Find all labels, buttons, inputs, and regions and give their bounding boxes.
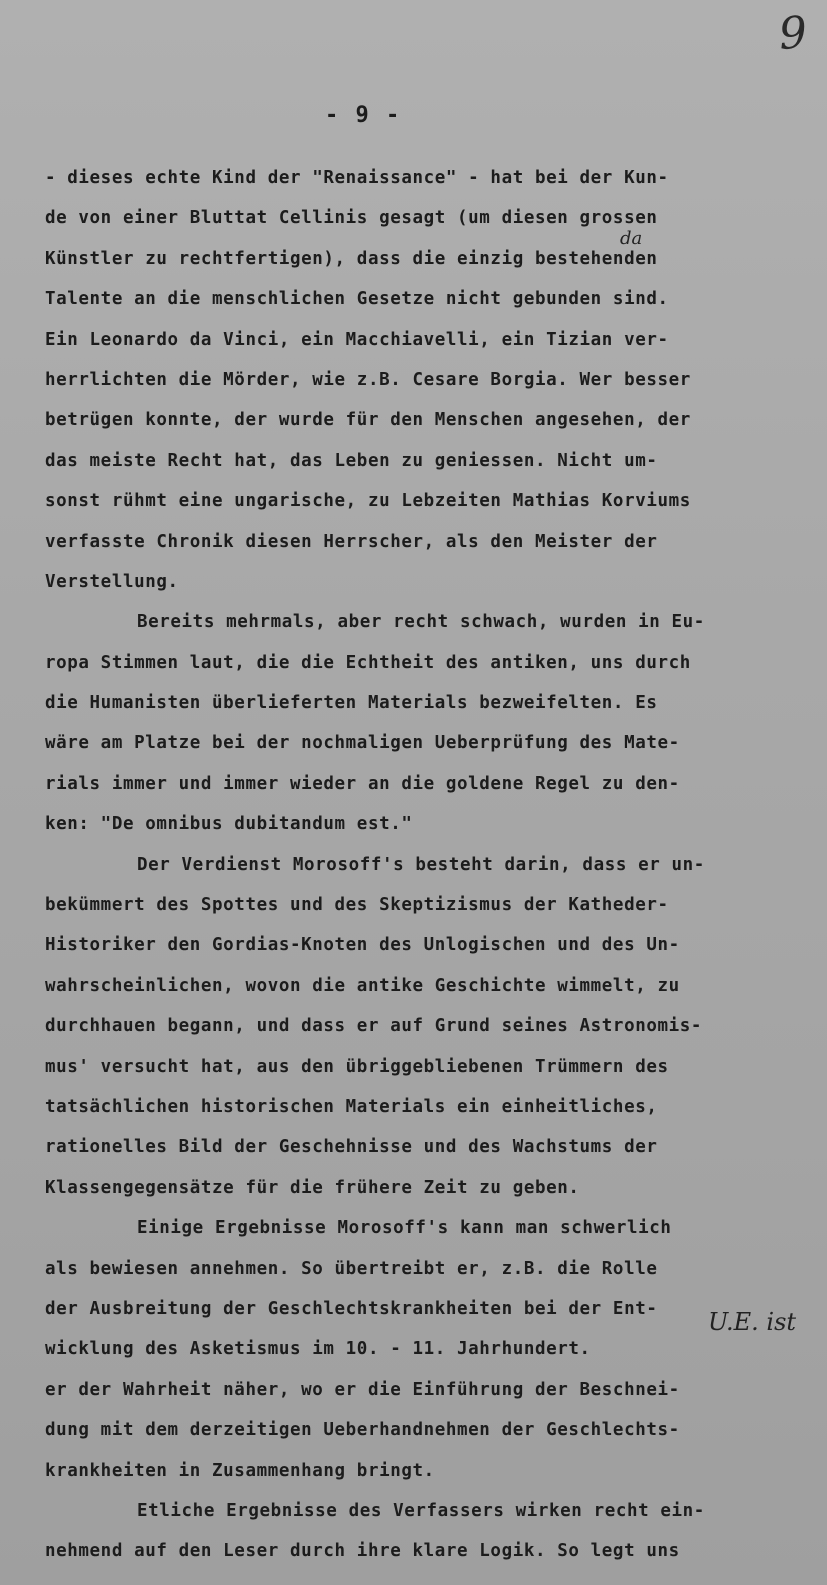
paragraph-start-line: Etliche Ergebnisse des Verfassers wirken recht ein- <box>137 1500 705 1521</box>
text-line: wäre am Platze bei der nochmaligen Ueberprüfung des Mate- <box>45 733 680 754</box>
text-line: betrügen konnte, der wurde für den Menschen angesehen, der <box>45 410 691 431</box>
text-line: sonst rühmt eine ungarische, zu Lebzeiten Mathias Korviums <box>45 491 691 512</box>
text-line: Historiker den Gordias-Knoten des Unlogischen und des Un- <box>45 935 680 956</box>
paragraph-start-line: Einige Ergebnisse Morosoff's kann man schwerlich <box>137 1218 672 1239</box>
text-line: tatsächlichen historischen Materials ein einheitliches, <box>45 1096 658 1117</box>
text-line: de von einer Bluttat Cellinis gesagt (um diesen grossen <box>45 208 658 229</box>
handwritten-page-mark: 9 <box>777 7 809 60</box>
text-line: er der Wahrheit näher, wo er die Einführung der Beschnei- <box>45 1379 680 1400</box>
text-line: das meiste Recht hat, das Leben zu geniessen. Nicht um- <box>45 450 658 471</box>
text-line: als bewiesen annehmen. So übertreibt er, z.B. die Rolle <box>45 1258 658 1279</box>
text-line: krankheiten in Zusammenhang bringt. <box>45 1460 435 1481</box>
text-line: Verstellung. <box>45 571 179 592</box>
paragraph-start-line: Der Verdienst Morosoff's besteht darin, dass er un- <box>137 854 705 875</box>
text-line: bekümmert des Spottes und des Skeptizismus der Katheder- <box>45 895 669 916</box>
text-line: durchhauen begann, und dass er auf Grund seines Astronomis- <box>45 1016 703 1037</box>
text-line: rials immer und immer wieder an die goldene Regel zu den- <box>45 773 680 794</box>
text-line: Klassengegensätze für die frühere Zeit zu geben. <box>45 1177 580 1198</box>
typewritten-body <box>45 158 820 1572</box>
text-line: rationelles Bild der Geschehnisse und des Wachstums der <box>45 1137 658 1158</box>
handwritten-insertion-da: da <box>620 228 643 249</box>
text-line: ropa Stimmen laut, die die Echtheit des antiken, uns durch <box>45 652 691 673</box>
text-line: Ein Leonardo da Vinci, ein Macchiavelli, ein Tizian ver- <box>45 329 669 350</box>
text-line: dung mit dem derzeitigen Ueberhandnehmen der Geschlechts- <box>45 1420 680 1441</box>
handwritten-margin-note: U.E. ist <box>708 1308 797 1336</box>
text-line: - dieses echte Kind der "Renaissance" - hat bei der Kun- <box>45 168 669 188</box>
text-line: der Ausbreitung der Geschlechtskrankheiten bei der Ent- <box>45 1298 658 1319</box>
text-line: Künstler zu rechtfertigen), dass die einzig bestehenden <box>45 248 658 269</box>
text-line: wahrscheinlichen, wovon die antike Geschichte wimmelt, zu <box>45 975 680 996</box>
text-line: nehmend auf den Leser durch ihre klare Logik. So legt uns <box>45 1541 680 1562</box>
text-line: die Humanisten überlieferten Materials bezweifelten. Es <box>45 693 658 714</box>
text-line: herrlichten die Mörder, wie z.B. Cesare Borgia. Wer besser <box>45 369 691 390</box>
text-line: verfasste Chronik diesen Herrscher, als den Meister der <box>45 531 658 552</box>
paragraph-start-line: Bereits mehrmals, aber recht schwach, wurden in Eu- <box>137 612 705 633</box>
text-line: Talente an die menschlichen Gesetze nicht gebunden sind. <box>45 289 669 310</box>
text-line: mus' versucht hat, aus den übriggebliebenen Trümmern des <box>45 1056 669 1077</box>
page-number: - 9 - <box>325 103 402 128</box>
text-line: wicklung des Asketismus im 10. - 11. Jahrhundert. <box>45 1339 591 1360</box>
text-line: ken: "De omnibus dubitandum est." <box>45 814 413 835</box>
